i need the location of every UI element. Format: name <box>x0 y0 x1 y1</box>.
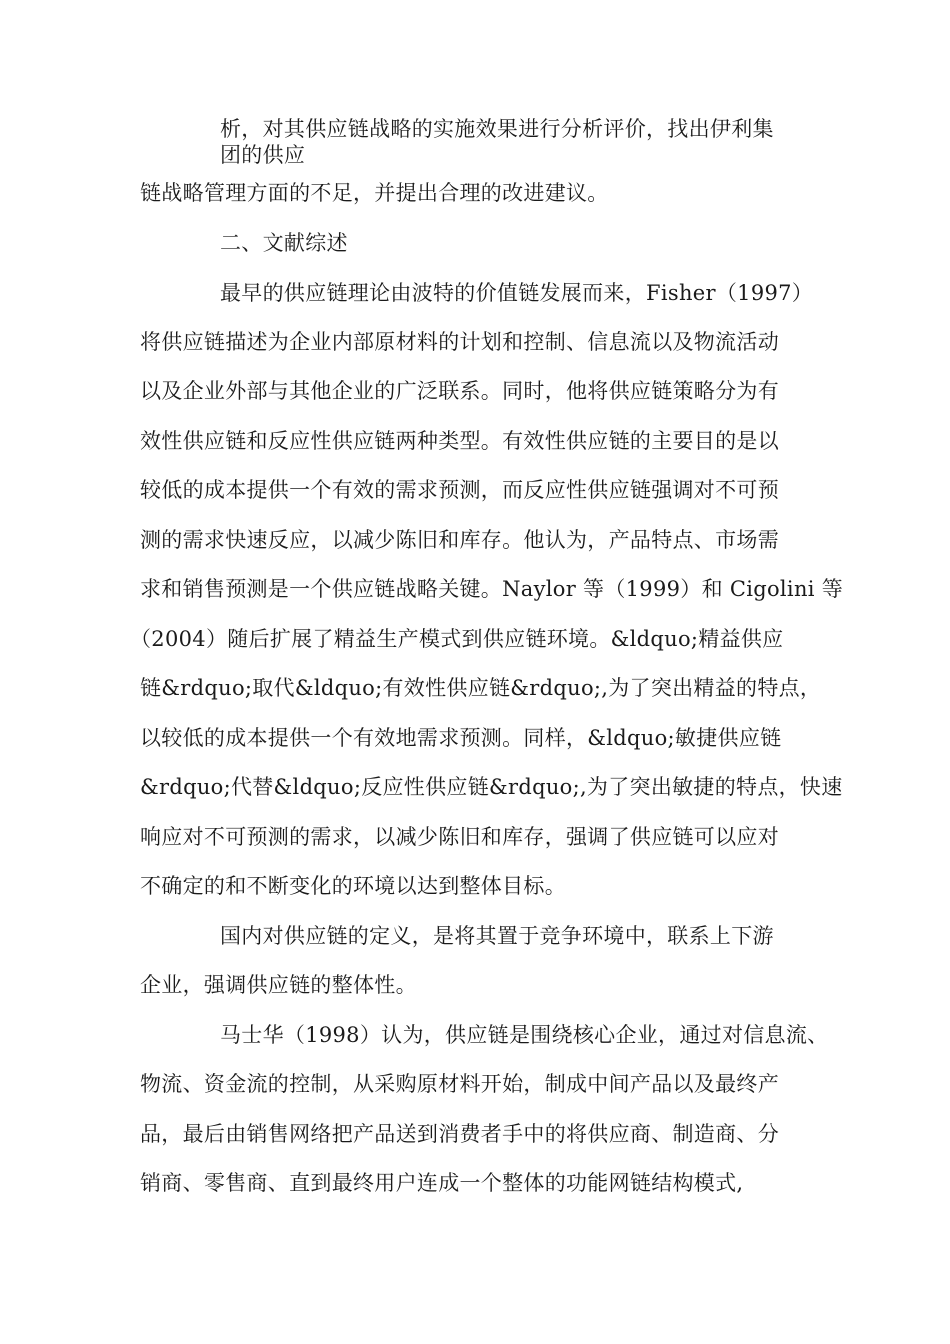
paragraph-line: 企业，强调供应链的整体性。 <box>140 973 417 997</box>
paragraph-line: 不确定的和不断变化的环境以达到整体目标。 <box>140 874 566 898</box>
paragraph-line: 国内对供应链的定义，是将其置于竞争环境中，联系上下游 <box>220 924 774 948</box>
paragraph-line: 较低的成本提供一个有效的需求预测，而反应性供应链强调对不可预 <box>140 478 779 502</box>
paragraph-line: （2004）随后扩展了精益生产模式到供应链环境。&ldquo;精益供应 <box>130 627 784 651</box>
paragraph-line: 销商、零售商、直到最终用户连成一个整体的功能网链结构模式, <box>140 1171 744 1195</box>
paragraph-line: 以及企业外部与其他企业的广泛联系。同时，他将供应链策略分为有 <box>140 379 779 403</box>
section-heading: 二、文献综述 <box>220 231 348 255</box>
paragraph-line: 以较低的成本提供一个有效地需求预测。同样，&ldquo;敏捷供应链 <box>140 726 782 750</box>
paragraph-line: &rdquo;代替&ldquo;反应性供应链&rdquo;,为了突出敏捷的特点，快速 <box>140 775 843 799</box>
paragraph-line: 马士华（1998）认为，供应链是围绕核心企业，通过对信息流、 <box>220 1023 829 1047</box>
paragraph-line: 响应对不可预测的需求，以减少陈旧和库存，强调了供应链可以应对 <box>140 825 779 849</box>
paragraph-line: 团的供应 <box>220 143 306 167</box>
paragraph-line: 最早的供应链理论由波特的价值链发展而来，Fisher（1997） <box>220 281 814 305</box>
paragraph-line: 求和销售预测是一个供应链战略关键。Naylor 等（1999）和 Cigolini 等 <box>140 577 844 601</box>
paragraph-line: 链战略管理方面的不足，并提出合理的改进建议。 <box>140 181 609 205</box>
paragraph-line: 测的需求快速反应，以减少陈旧和库存。他认为，产品特点、市场需 <box>140 528 779 552</box>
paragraph-line: 效性供应链和反应性供应链两种类型。有效性供应链的主要目的是以 <box>140 429 779 453</box>
paragraph-line: 析，对其供应链战略的实施效果进行分析评价，找出伊利集 <box>220 117 774 141</box>
paragraph-line: 将供应链描述为企业内部原材料的计划和控制、信息流以及物流活动 <box>140 330 779 354</box>
paragraph-line: 品，最后由销售网络把产品送到消费者手中的将供应商、制造商、分 <box>140 1122 779 1146</box>
paragraph-line: 链&rdquo;取代&ldquo;有效性供应链&rdquo;,为了突出精益的特点， <box>140 676 822 700</box>
paragraph-line: 物流、资金流的控制，从采购原材料开始，制成中间产品以及最终产 <box>140 1072 779 1096</box>
